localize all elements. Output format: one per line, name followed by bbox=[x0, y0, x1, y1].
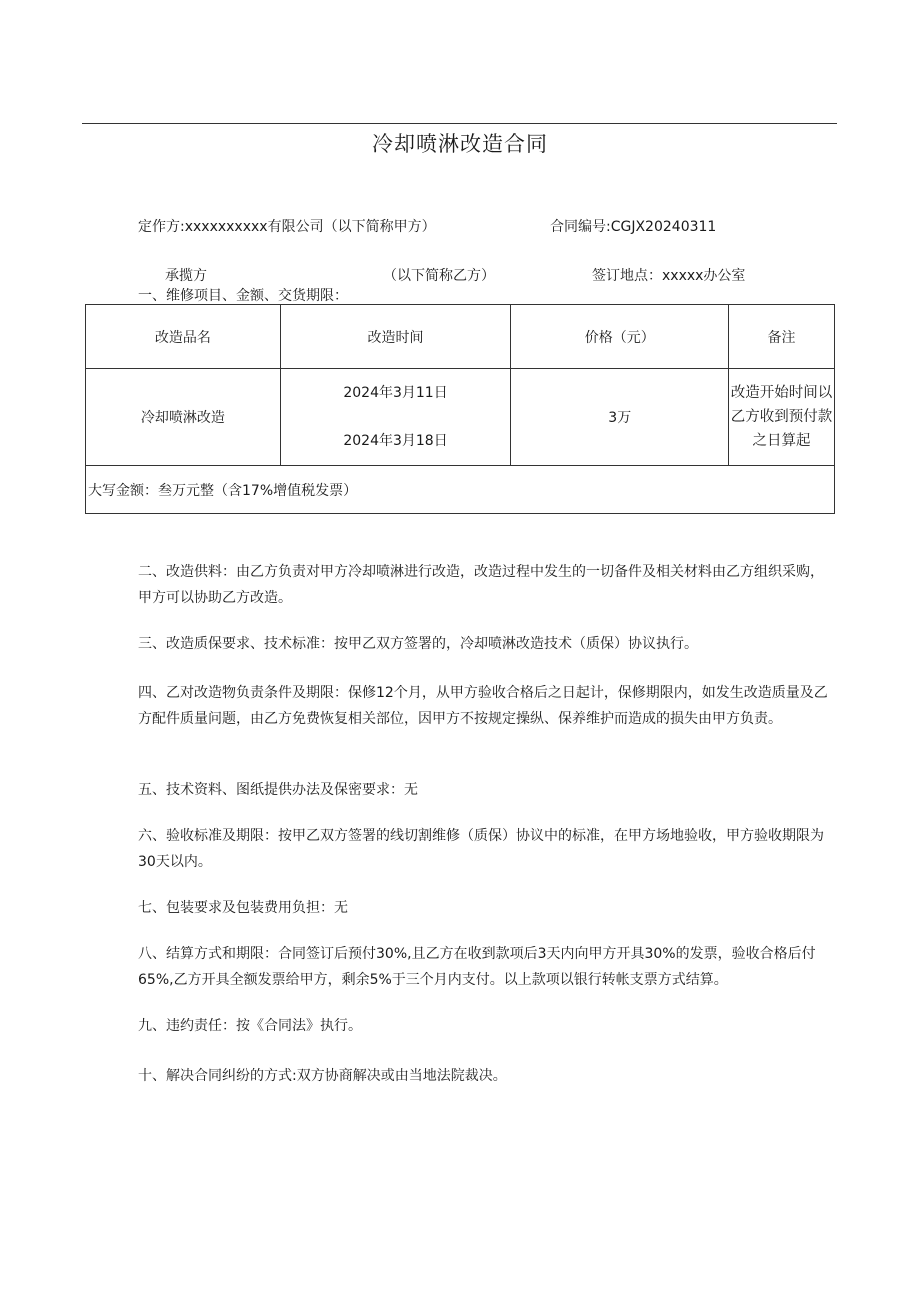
clause-6: 六、验收标准及期限：按甲乙双方签署的线切割维修（质保）协议中的标准，在甲方场地验收，甲方验收期限为30天以内。 bbox=[138, 828, 824, 870]
start-date: 2024年3月11日 bbox=[343, 385, 448, 401]
header-cell-name: 改造品名 bbox=[86, 305, 281, 369]
header-cell-remark: 备注 bbox=[729, 305, 835, 369]
party-a: 定作方:xxxxxxxxxx有限公司（以下简称甲方） bbox=[138, 219, 436, 235]
clause-8: 八、结算方式和期限：合同签订后预付30%,且乙方在收到款项后3天内向甲方开具30%的发票，验收合格后付65%,乙方开具全额发票给甲方，剩余5%于三个月内支付。以上款项以银行转帐支票方式结算。 bbox=[138, 946, 816, 988]
contract-number: 合同编号:CGJX20240311 bbox=[550, 219, 717, 235]
section1-heading: 一、维修项目、金额、交货期限： bbox=[138, 288, 348, 304]
table-header-row bbox=[86, 305, 835, 369]
items-table bbox=[85, 304, 835, 514]
cell-dates bbox=[280, 369, 511, 466]
header-cell-price: 价格（元） bbox=[511, 305, 729, 369]
clause-4: 四、乙对改造物负责条件及期限：保修12个月，从甲方验收合格后之日起计，保修期限内，如发生改造质量及乙方配件质量问题，由乙方免费恢复相关部位，因甲方不按规定操纵、保养维护而造成的损失由甲方负责。 bbox=[138, 685, 828, 727]
total-row bbox=[86, 466, 835, 514]
party-b-note: （以下简称乙方） bbox=[383, 268, 495, 284]
clause-2: 二、改造供料：由乙方负责对甲方冷却喷淋进行改造，改造过程中发生的一切备件及相关材料由乙方组织采购，甲方可以协助乙方改造。 bbox=[138, 564, 824, 606]
table-row bbox=[86, 369, 835, 466]
cell-remark: 改造开始时间以乙方收到预付款之日算起 bbox=[729, 369, 835, 466]
sign-place: 签订地点：xxxxx办公室 bbox=[592, 268, 746, 284]
top-rule bbox=[82, 123, 837, 124]
clause-10: 十、解决合同纠纷的方式:双方协商解决或由当地法院裁决。 bbox=[138, 1068, 507, 1084]
clause-9: 九、违约责任：按《合同法》执行。 bbox=[138, 1018, 362, 1034]
cell-item-name: 冷却喷淋改造 bbox=[86, 369, 281, 466]
total-amount: 大写金额：叁万元整（含17%增值税发票） bbox=[86, 466, 835, 514]
clause-7: 七、包装要求及包装费用负担：无 bbox=[138, 900, 348, 916]
document-title: 冷却喷淋改造合同 bbox=[372, 132, 548, 156]
party-b-label: 承揽方 bbox=[165, 268, 207, 284]
header-cell-time: 改造时间 bbox=[280, 305, 511, 369]
clause-5: 五、技术资料、图纸提供办法及保密要求：无 bbox=[138, 782, 418, 798]
clause-3: 三、改造质保要求、技术标准：按甲乙双方签署的，冷却喷淋改造技术（质保）协议执行。 bbox=[138, 636, 698, 652]
end-date: 2024年3月18日 bbox=[343, 433, 448, 449]
cell-price: 3万 bbox=[511, 369, 729, 466]
